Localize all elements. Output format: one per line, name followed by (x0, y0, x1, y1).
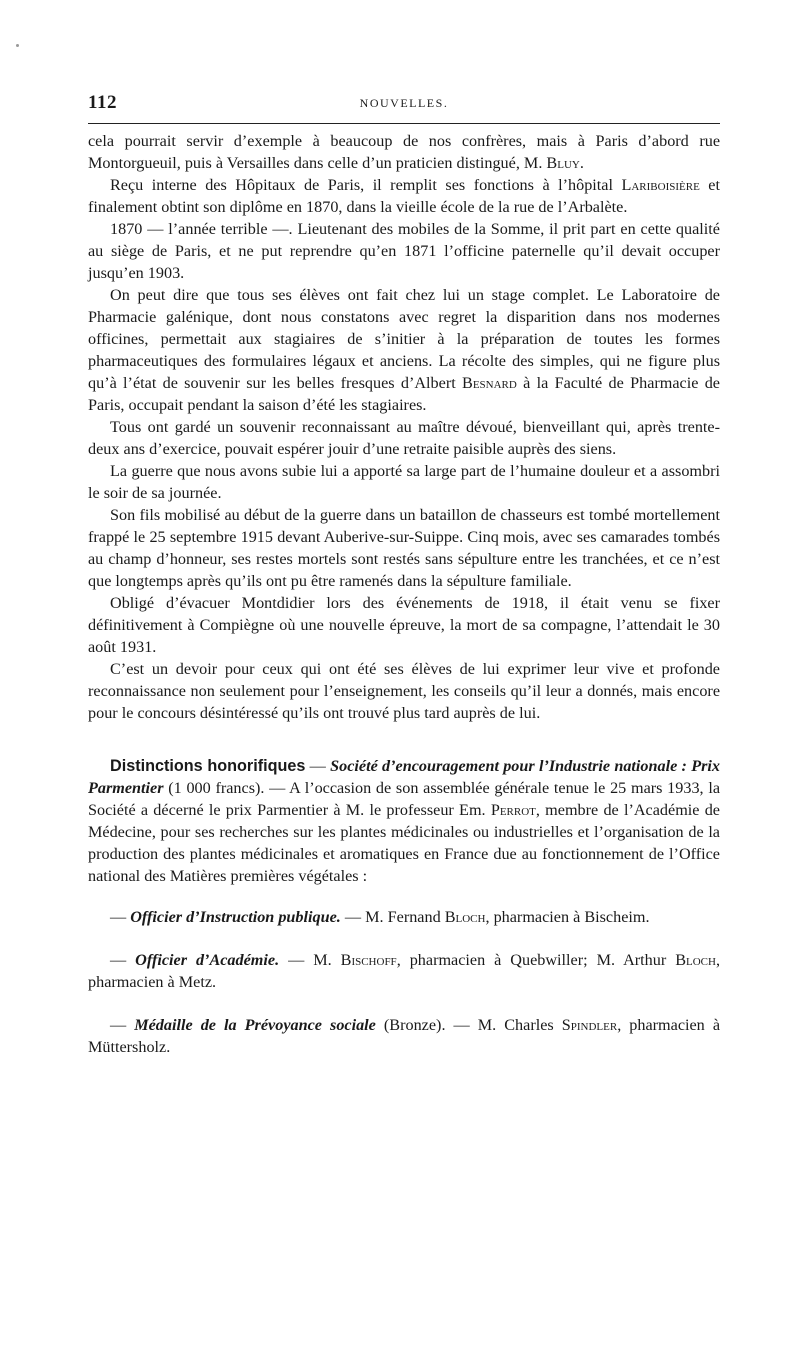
obituary-paragraph-8: Obligé d’évacuer Montdidier lors des événements de 1918, il était venu se fixer définitivement à Compiègne où une nouvelle épreuve, la mort de sa compagne, l’attendait le 30 août 1931. (88, 594, 720, 656)
distinctions-paragraph: Distinctions honorifiques — Société d’encouragement pour l’Industrie nationale : Prix Parmentier (1 000 francs). — A l’occasion de son assemblée générale tenue le 25 mars 1933, la Société a décerné le prix Parmentier à M. le professeur Em. Perrot, membre de l’Académie de Médecine, pour ses recherches sur les plantes médicinales ou industrielles et l’organisation de la production des plantes médicinales et aromatiques en France due au fonctionnement de l’Office national des Matières premières végétales : (88, 757, 720, 885)
obituary-section (88, 130, 720, 724)
hospital-name: Lariboisière (621, 176, 700, 194)
society-name: Société d’encouragement pour l’Industrie nationale : Prix Parmentier (88, 757, 720, 797)
section-heading: Distinctions honorifiques (110, 757, 306, 775)
award-entry-2: — Officier d’Académie. — M. Bischoff, pharmacien à Quebwiller; M. Arthur Bloch, pharmacien à Metz. (88, 951, 720, 991)
obituary-paragraph-3: 1870 — l’année terrible —. Lieutenant des mobiles de la Somme, il prit part en cette qualité au siège de Paris, et ne put reprendre qu’en 1871 l’officine paternelle qu’il devait occuper jusqu’en 1903. (88, 220, 720, 282)
entry-gap (88, 928, 720, 949)
obituary-paragraph-5: Tous ont gardé un souvenir reconnaissant au maître dévoué, bienveillant qui, après trente-deux ans d’exercice, pouvait espérer jouir d’une retraite paisible auprès des siens. (88, 418, 720, 458)
award-entry-3: — Médaille de la Prévoyance sociale (Bronze). — M. Charles Spindler, pharmacien à Müttersholz. (88, 1016, 721, 1056)
person-name: Bloch (675, 951, 716, 969)
person-name: Bluy (546, 154, 580, 172)
entry-gap (88, 887, 720, 906)
obituary-paragraph-7: Son fils mobilisé au début de la guerre dans un bataillon de chasseurs est tombé mortellement frappé le 25 septembre 1915 devant Auberive-sur-Suippe. Cinq mois, avec ses camarades tombés au champ d’honneur, ses restes mortels sont restés sans sépulture entre les tranchées, et ce n’est que longtemps après qu’ils ont pu être ramenés dans la sépulture familiale. (88, 506, 720, 590)
award-title: Officier d’Académie. (135, 951, 280, 969)
award-entry-1: — Officier d’Instruction publique. — M. Fernand Bloch, pharmacien à Bischeim. (110, 908, 650, 926)
entry-gap (88, 993, 720, 1014)
book-page (88, 90, 720, 1058)
obituary-paragraph-4: On peut dire que tous ses élèves ont fait chez lui un stage complet. Le Laboratoire de Pharmacie galénique, dont nous constatons avec regret la disparition dans nos modernes officines, permettait aux stagiaires de s’initier à la préparation de toutes les formes pharmaceutiques des formulaires légaux et anciens. La récolte des simples, qui ne figure plus qu’à l’état de souvenir sur les belles fresques d’Albert Besnard à la Faculté de Pharmacie de Paris, occupait pendant la saison d’été les stagiaires. (88, 286, 720, 414)
award-title: Médaille de la Prévoyance sociale (134, 1016, 376, 1034)
running-title: NOUVELLES. (359, 96, 449, 110)
person-name: Besnard (462, 374, 517, 392)
person-name: Perrot (490, 801, 536, 819)
obituary-paragraph-9: C’est un devoir pour ceux qui ont été ses élèves de lui exprimer leur vive et profonde reconnaissance non seulement pour l’enseignement, les conseils qu’il leur a donnés, mais encore pour le concours désintéressé qu’ils ont trouvé plus tard auprès de lui. (88, 660, 720, 722)
obituary-paragraph-6: La guerre que nous avons subie lui a apporté sa large part de l’humaine douleur et a assombri le soir de sa journée. (88, 462, 720, 502)
obituary-paragraph-2: Reçu interne des Hôpitaux de Paris, il remplit ses fonctions à l’hôpital Lariboisière et finalement obtint son diplôme en 1870, dans la vieille école de la rue de l’Arbalète. (88, 176, 720, 216)
obituary-paragraph-1: cela pourrait servir d’exemple à beaucoup de nos confrères, mais à Paris d’abord rue Montorgueuil, puis à Versailles dans celle d’un praticien distingué, M. Bluy. (88, 132, 720, 172)
running-head (88, 90, 720, 120)
person-name: Spindler (561, 1016, 618, 1034)
person-name: Bischoff (340, 951, 397, 969)
section-gap (88, 724, 720, 755)
award-title: Officier d’Instruction publique. (130, 908, 341, 926)
header-rule (88, 123, 720, 124)
page-number: 112 (88, 92, 117, 113)
distinctions-section (88, 755, 720, 1058)
person-name: Bloch (444, 908, 486, 926)
margin-speck (16, 44, 19, 47)
